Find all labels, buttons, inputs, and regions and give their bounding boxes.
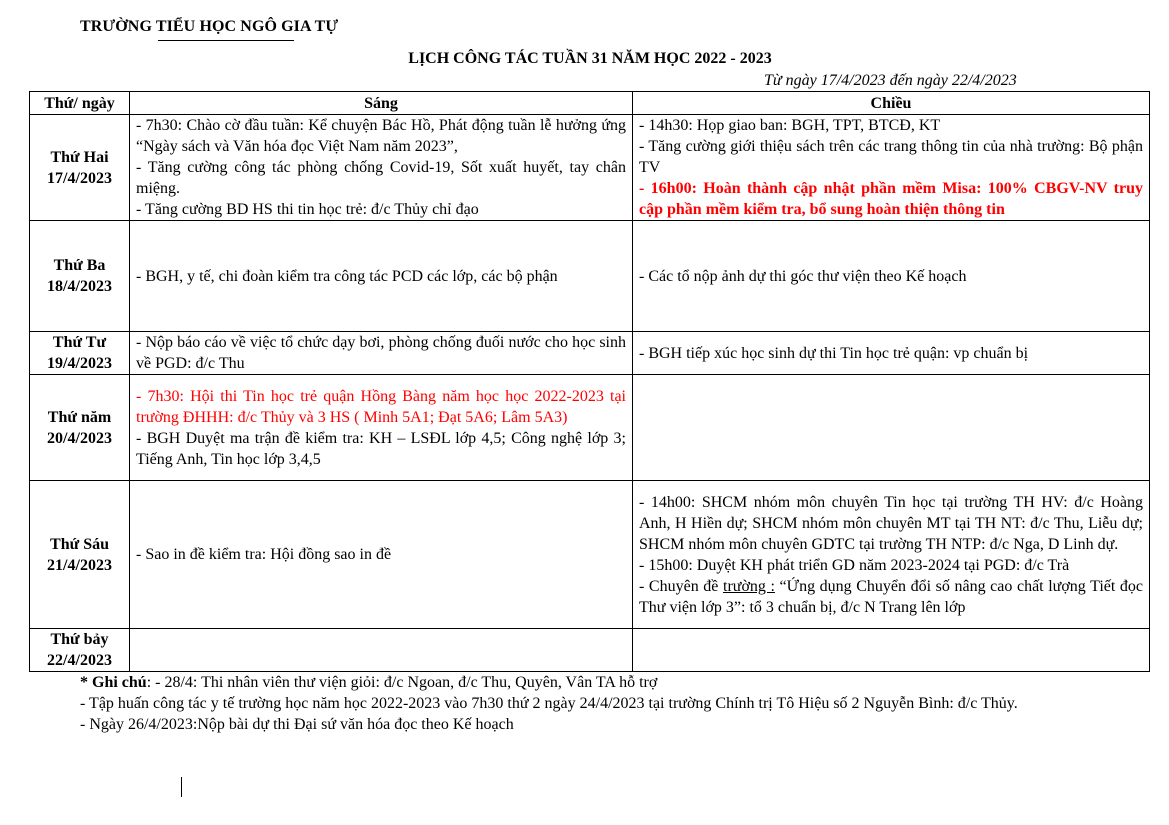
- task-item: - Tăng cường công tác phòng chống Covid-19, Sốt xuất huyết, tay chân miệng.: [136, 159, 626, 197]
- note-line: - Ngày 26/4/2023:Nộp bài dự thi Đại sứ văn hóa đọc theo Kế hoạch: [80, 716, 514, 733]
- task-item: - Nộp báo cáo về việc tổ chức dạy bơi, phòng chống đuối nước cho học sinh về PGD: đ/c Thu: [136, 334, 626, 372]
- date-range: Từ ngày 17/4/2023 đến ngày 22/4/2023: [764, 72, 1017, 89]
- afternoon-cell: [633, 221, 1150, 332]
- day-cell: [30, 481, 130, 629]
- table-row: [30, 629, 1150, 672]
- notes-section: [80, 672, 1140, 735]
- task-item: - Tăng cường giới thiệu sách trên các trang thông tin của nhà trường: Bộ phận TV: [639, 138, 1143, 176]
- task-item: - Sao in đề kiểm tra: Hội đồng sao in đề: [136, 546, 392, 563]
- task-prefix: - Chuyên đề: [639, 577, 723, 595]
- day-cell: [30, 115, 130, 221]
- morning-cell: [130, 375, 633, 481]
- note-line: - Tập huấn công tác y tế trường học năm học 2022-2023 vào 7h30 thứ 2 ngày 24/4/2023 tại trường Chính trị Tô Hiệu số 2 Nguyễn Bình: đ/c Thủy.: [80, 695, 1018, 712]
- afternoon-cell: [633, 629, 1150, 672]
- day-name: Thứ bảy: [50, 631, 109, 648]
- task-item: - 15h00: Duyệt KH phát triển GD năm 2023-2024 tại PGD: đ/c Trà: [639, 556, 1070, 574]
- day-date: 18/4/2023: [47, 278, 112, 295]
- day-name: Thứ Hai: [50, 148, 109, 166]
- text-cursor: [181, 777, 182, 797]
- day-date: 19/4/2023: [47, 355, 112, 372]
- afternoon-cell: [633, 115, 1150, 221]
- morning-cell: [130, 332, 633, 375]
- task-item: - 14h00: SHCM nhóm môn chuyên Tin học tại trường TH HV: đ/c Hoàng Anh, H Hiền dự; SHCM nhóm môn chuyên MT tại TH NT: đ/c Thu, Liễu dự; SHCM nhóm môn chuyên GDTC tại trường TH NTP: đ/c Nga, D Linh dự.: [639, 493, 1143, 553]
- task-rest: “Ứng dụng Chuyển đổi số nâng cao chất lượng Tiết đọc Thư viện lớp 3”: tổ 3 chuẩn bị, đ/c N Trang lên lớp: [639, 577, 1144, 616]
- afternoon-cell: [633, 375, 1150, 481]
- table-row: [30, 332, 1150, 375]
- afternoon-cell: [633, 332, 1150, 375]
- table-row: [30, 481, 1150, 629]
- day-name: Thứ năm: [47, 408, 112, 426]
- task-item: [639, 576, 1143, 618]
- task-item: - BGH Duyệt ma trận đề kiểm tra: KH – LSĐL lớp 4,5; Công nghệ lớp 3; Tiếng Anh, Tin học lớp 3,4,5: [136, 429, 626, 468]
- task-item-highlight: - 16h00: Hoàn thành cập nhật phần mềm Misa: 100% CBGV-NV truy cập phần mềm kiểm tra, bổ sung hoàn thiện thông tin: [639, 180, 1143, 218]
- task-item-highlight: - 7h30: Hội thi Tin học trẻ quận Hồng Bàng năm học học 2022-2023 tại trường ĐHHH: đ/c Thủy và 3 HS ( Minh 5A1; Đạt 5A6; Lâm 5A3): [136, 387, 626, 426]
- morning-cell: [130, 221, 633, 332]
- table-row: [30, 375, 1150, 481]
- day-name: Thứ Ba: [53, 257, 106, 274]
- morning-cell: [130, 481, 633, 629]
- header-morning: Sáng: [130, 92, 633, 115]
- table-row: [30, 115, 1150, 221]
- day-cell: [30, 629, 130, 672]
- day-name: Thứ Sáu: [50, 535, 109, 553]
- school-name: TRƯỜNG TIỂU HỌC NGÔ GIA TỰ: [80, 18, 339, 35]
- task-item: - 14h30: Họp giao ban: BGH, TPT, BTCĐ, KT: [639, 117, 941, 134]
- day-cell: [30, 332, 130, 375]
- day-date: 20/4/2023: [47, 429, 112, 447]
- task-item: - 7h30: Chào cờ đầu tuần: Kể chuyện Bác Hồ, Phát động tuần lễ hưởng ứng “Ngày sách và Văn hóa đọc Việt Nam năm 2023”,: [136, 117, 626, 155]
- day-date: 17/4/2023: [47, 169, 112, 187]
- note-first: : - 28/4: Thi nhân viên thư viện giỏi: đ/c Ngoan, đ/c Thu, Quyên, Vân TA hỗ trợ: [146, 674, 658, 691]
- schedule-table: [29, 91, 1150, 672]
- day-cell: [30, 221, 130, 332]
- table-row: [30, 221, 1150, 332]
- table-header-row: [30, 92, 1150, 115]
- notes-label: * Ghi chú: [80, 674, 147, 691]
- afternoon-cell: [633, 481, 1150, 629]
- task-underlined: trường :: [723, 577, 775, 595]
- task-item: - BGH tiếp xúc học sinh dự thi Tin học trẻ quận: vp chuẩn bị: [639, 344, 1029, 362]
- day-date: 22/4/2023: [47, 652, 112, 669]
- header-afternoon: Chiều: [633, 92, 1150, 115]
- task-item: - Tăng cường BD HS thi tin học trẻ: đ/c Thủy chỉ đạo: [136, 201, 479, 218]
- header-day: Thứ/ ngày: [30, 92, 130, 115]
- document-title: LỊCH CÔNG TÁC TUẦN 31 NĂM HỌC 2022 - 2023: [408, 50, 772, 67]
- school-underline: [158, 40, 294, 41]
- task-item: - BGH, y tế, chi đoàn kiểm tra công tác PCD các lớp, các bộ phận: [136, 267, 558, 285]
- task-item: - Các tổ nộp ảnh dự thi góc thư viện theo Kế hoạch: [639, 267, 967, 285]
- morning-cell: [130, 115, 633, 221]
- day-name: Thứ Tư: [52, 334, 107, 351]
- day-cell: [30, 375, 130, 481]
- morning-cell: [130, 629, 633, 672]
- note-line: [80, 672, 1140, 693]
- day-date: 21/4/2023: [47, 556, 112, 574]
